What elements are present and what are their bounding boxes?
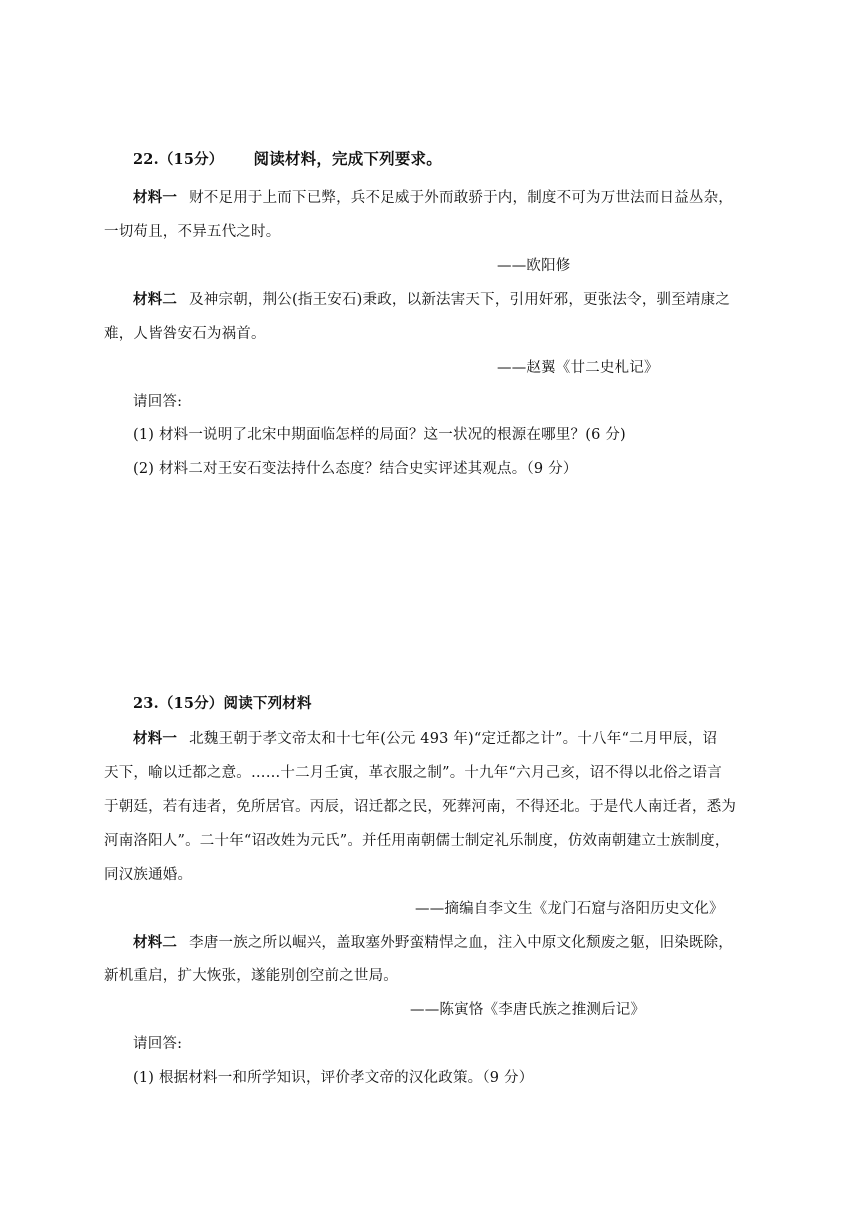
- q23-material1-line4: 河南洛阳人”。二十年“诏改姓为元氏”。并任用南朝儒士制定礼乐制度，仿效南朝建立士族制度，: [104, 833, 730, 849]
- q22-material1-line1: [133, 188, 733, 208]
- q23-material2-label: 材料二: [133, 934, 178, 951]
- q22-number: 22.（15分）: [133, 151, 224, 168]
- q22-material2-label: 材料二: [133, 291, 178, 308]
- q22-subquestion-2: (2) 材料二对王安石变法持什么态度？结合史实评述其观点。（9 分）: [133, 461, 578, 477]
- q22-material2-line1: [133, 290, 730, 310]
- q22-material2-line2: 难，人皆咎安石为祸首。: [104, 326, 266, 342]
- q23-prompt: 请回答:: [133, 1036, 183, 1052]
- q22-material1-source: ——欧阳修: [497, 258, 571, 274]
- q23-material1-source: ——摘编自李文生《龙门石窟与洛阳历史文化》: [415, 901, 724, 917]
- q23-material1-line5: 同汉族通婚。: [104, 867, 193, 883]
- q22-material1-text1: 财不足用于上而下已弊，兵不足威于外而敢骄于内，制度不可为万世法而日益丛杂，: [189, 190, 734, 206]
- q22-prompt: 请回答:: [133, 394, 183, 410]
- q23-material1-line1: [133, 729, 717, 749]
- q22-material2-text1: 及神宗朝，荆公(指王安石)秉政，以新法害天下，引用奸邪，更张法令，驯至靖康之: [189, 292, 731, 308]
- q23-material2-line2: 新机重启，扩大恢张，遂能别创空前之世局。: [104, 968, 398, 984]
- q22-heading: [133, 149, 442, 170]
- q22-material1-line2: 一切苟且，不异五代之时。: [104, 224, 281, 240]
- q23-material1-line2: 天下，喻以迁都之意。……十二月壬寅，革衣服之制”。十九年“六月己亥，诏不得以北俗之语言: [104, 765, 722, 781]
- q23-material1-line3: 于朝廷，若有违者，免所居官。丙辰，诏迁都之民，死葬河南，不得还北。于是代人南迁者，悉为: [104, 799, 737, 815]
- q22-title: 阅读材料，完成下列要求。: [253, 149, 442, 168]
- q22-material2-source: ——赵翼《廿二史札记》: [497, 360, 659, 376]
- q23-material2-text1: 李唐一族之所以崛兴，盖取塞外野蛮精悍之血，注入中原文化颓废之躯，旧染既除，: [189, 935, 734, 951]
- q23-material1-text1: 北魏王朝于孝文帝太和十七年(公元 493 年)“定迁都之计”。十八年“二月甲辰，诏: [189, 731, 718, 747]
- q23-material1-label: 材料一: [133, 730, 178, 747]
- q22-material1-label: 材料一: [133, 189, 178, 206]
- q23-subquestion-1: (1) 根据材料一和所学知识，评价孝文帝的汉化政策。（9 分）: [133, 1070, 534, 1086]
- q23-material2-source: ——陈寅恪《李唐氏族之推测后记》: [410, 1002, 646, 1018]
- q22-subquestion-1: (1) 材料一说明了北宋中期面临怎样的局面？这一状况的根源在哪里？(6 分): [133, 427, 626, 443]
- q23-heading: 23.（15分）阅读下列材料: [133, 695, 312, 712]
- q23-material2-line1: [133, 933, 733, 953]
